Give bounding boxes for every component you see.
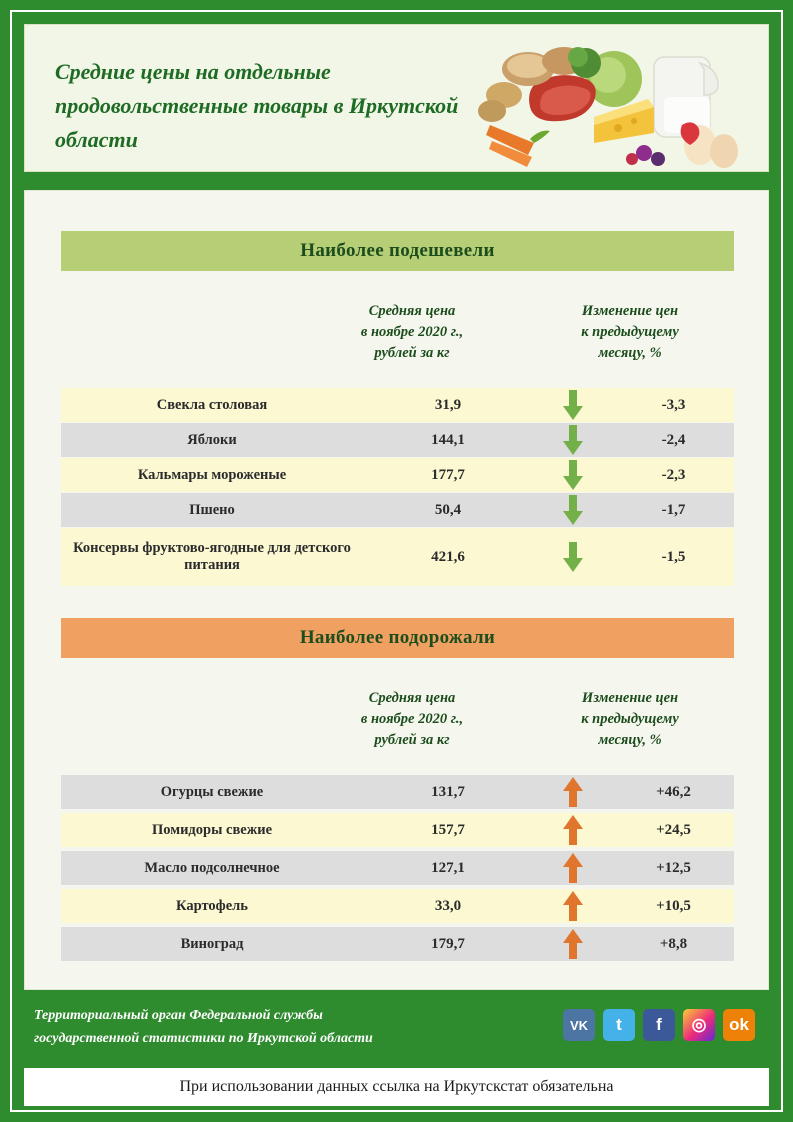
- odnoklassniki-icon[interactable]: ok: [723, 1009, 755, 1041]
- column-header-price-1-line2: в ноябре 2020 г.,: [360, 324, 464, 340]
- vk-icon[interactable]: VK: [563, 1009, 595, 1041]
- footer-organization-line1: Территориальный орган Федеральной службы: [34, 1008, 323, 1023]
- item-price: 179,7: [431, 935, 465, 952]
- trend-arrow-down-icon: [533, 423, 613, 457]
- item-change: -3,3: [661, 396, 686, 413]
- twitter-icon[interactable]: t: [603, 1009, 635, 1041]
- food-collage-image: [468, 33, 768, 173]
- section-banner-pricier: Наиболее подорожали: [61, 618, 734, 658]
- column-header-price-2-line2: в ноябре 2020 г.,: [360, 711, 464, 727]
- column-header-change-1: [535, 301, 725, 364]
- item-name: Картофель: [176, 897, 248, 914]
- header-banner: [24, 24, 769, 172]
- bottom-note: При использовании данных ссылка на Иркутскстат обязательна: [24, 1068, 769, 1106]
- column-header-change-1-line3: месяцу, %: [598, 345, 662, 361]
- item-price: 177,7: [431, 466, 465, 483]
- item-name: Яблоки: [187, 431, 237, 448]
- column-header-price-2: [327, 688, 497, 751]
- item-price: 421,6: [431, 548, 465, 565]
- column-header-price-1-line1: Средняя цена: [368, 303, 456, 319]
- facebook-icon[interactable]: f: [643, 1009, 675, 1041]
- column-header-change-1-line1: Изменение цен: [581, 303, 679, 319]
- item-name: Помидоры свежие: [151, 821, 273, 838]
- item-name: Огурцы свежие: [160, 783, 264, 800]
- item-price: 31,9: [434, 396, 462, 413]
- food-collage-svg: [468, 33, 768, 173]
- column-header-price-1: [327, 301, 497, 364]
- column-header-change-2-line3: месяцу, %: [598, 732, 662, 748]
- table-row: [61, 927, 734, 961]
- trend-arrow-up-icon: [533, 813, 613, 847]
- trend-arrow-down-icon: [533, 458, 613, 492]
- trend-arrow-up-icon: [533, 927, 613, 961]
- section-banner-cheaper: Наиболее подешевели: [61, 231, 734, 271]
- item-change: -1,5: [661, 548, 686, 565]
- item-change: +8,8: [659, 935, 688, 952]
- trend-arrow-up-icon: [533, 889, 613, 923]
- item-change: +10,5: [656, 897, 691, 914]
- table-row: [61, 775, 734, 809]
- footer-organization: [34, 1004, 504, 1050]
- item-price: 50,4: [434, 501, 462, 518]
- item-name: Масло подсолнечное: [144, 859, 280, 876]
- item-price: 131,7: [431, 783, 465, 800]
- table-row: [61, 851, 734, 885]
- page-title: Средние цены на отдельные продовольственные товары в Иркутской области: [55, 59, 459, 152]
- content-panel: [24, 190, 769, 990]
- item-price: 127,1: [431, 859, 465, 876]
- table-row: [61, 458, 734, 492]
- item-name: Свекла столовая: [156, 396, 268, 413]
- column-header-price-1-line3: рублей за кг: [374, 345, 450, 361]
- item-change: +46,2: [656, 783, 691, 800]
- column-header-change-1-line2: к предыдущему: [581, 324, 679, 340]
- item-change: -2,4: [661, 431, 686, 448]
- item-change: +24,5: [656, 821, 691, 838]
- item-name: Пшено: [189, 501, 235, 518]
- item-name: Консервы фруктово-ягодные для детского питания: [73, 540, 351, 573]
- column-header-change-2-line2: к предыдущему: [581, 711, 679, 727]
- item-change: -2,3: [661, 466, 686, 483]
- item-change: -1,7: [661, 501, 686, 518]
- table-row: [61, 423, 734, 457]
- column-header-price-2-line1: Средняя цена: [368, 690, 456, 706]
- trend-arrow-up-icon: [533, 851, 613, 885]
- table-row: [61, 889, 734, 923]
- table-row: [61, 813, 734, 847]
- trend-arrow-down-icon: [533, 388, 613, 422]
- table-row: [61, 493, 734, 527]
- trend-arrow-up-icon: [533, 775, 613, 809]
- item-change: +12,5: [656, 859, 691, 876]
- column-header-price-2-line3: рублей за кг: [374, 732, 450, 748]
- item-name: Кальмары мороженые: [137, 466, 287, 483]
- item-price: 157,7: [431, 821, 465, 838]
- table-row: [61, 388, 734, 422]
- item-name: Виноград: [180, 935, 244, 952]
- social-links: [563, 1009, 755, 1041]
- item-price: 144,1: [431, 431, 465, 448]
- trend-arrow-down-icon: [533, 528, 613, 586]
- table-row: [61, 528, 734, 586]
- trend-arrow-down-icon: [533, 493, 613, 527]
- footer: [24, 996, 769, 1058]
- footer-organization-line2: государственной статистики по Иркутской области: [34, 1031, 373, 1046]
- item-price: 33,0: [434, 897, 462, 914]
- instagram-icon[interactable]: ◎: [683, 1009, 715, 1041]
- column-header-change-2: [535, 688, 725, 751]
- column-header-change-2-line1: Изменение цен: [581, 690, 679, 706]
